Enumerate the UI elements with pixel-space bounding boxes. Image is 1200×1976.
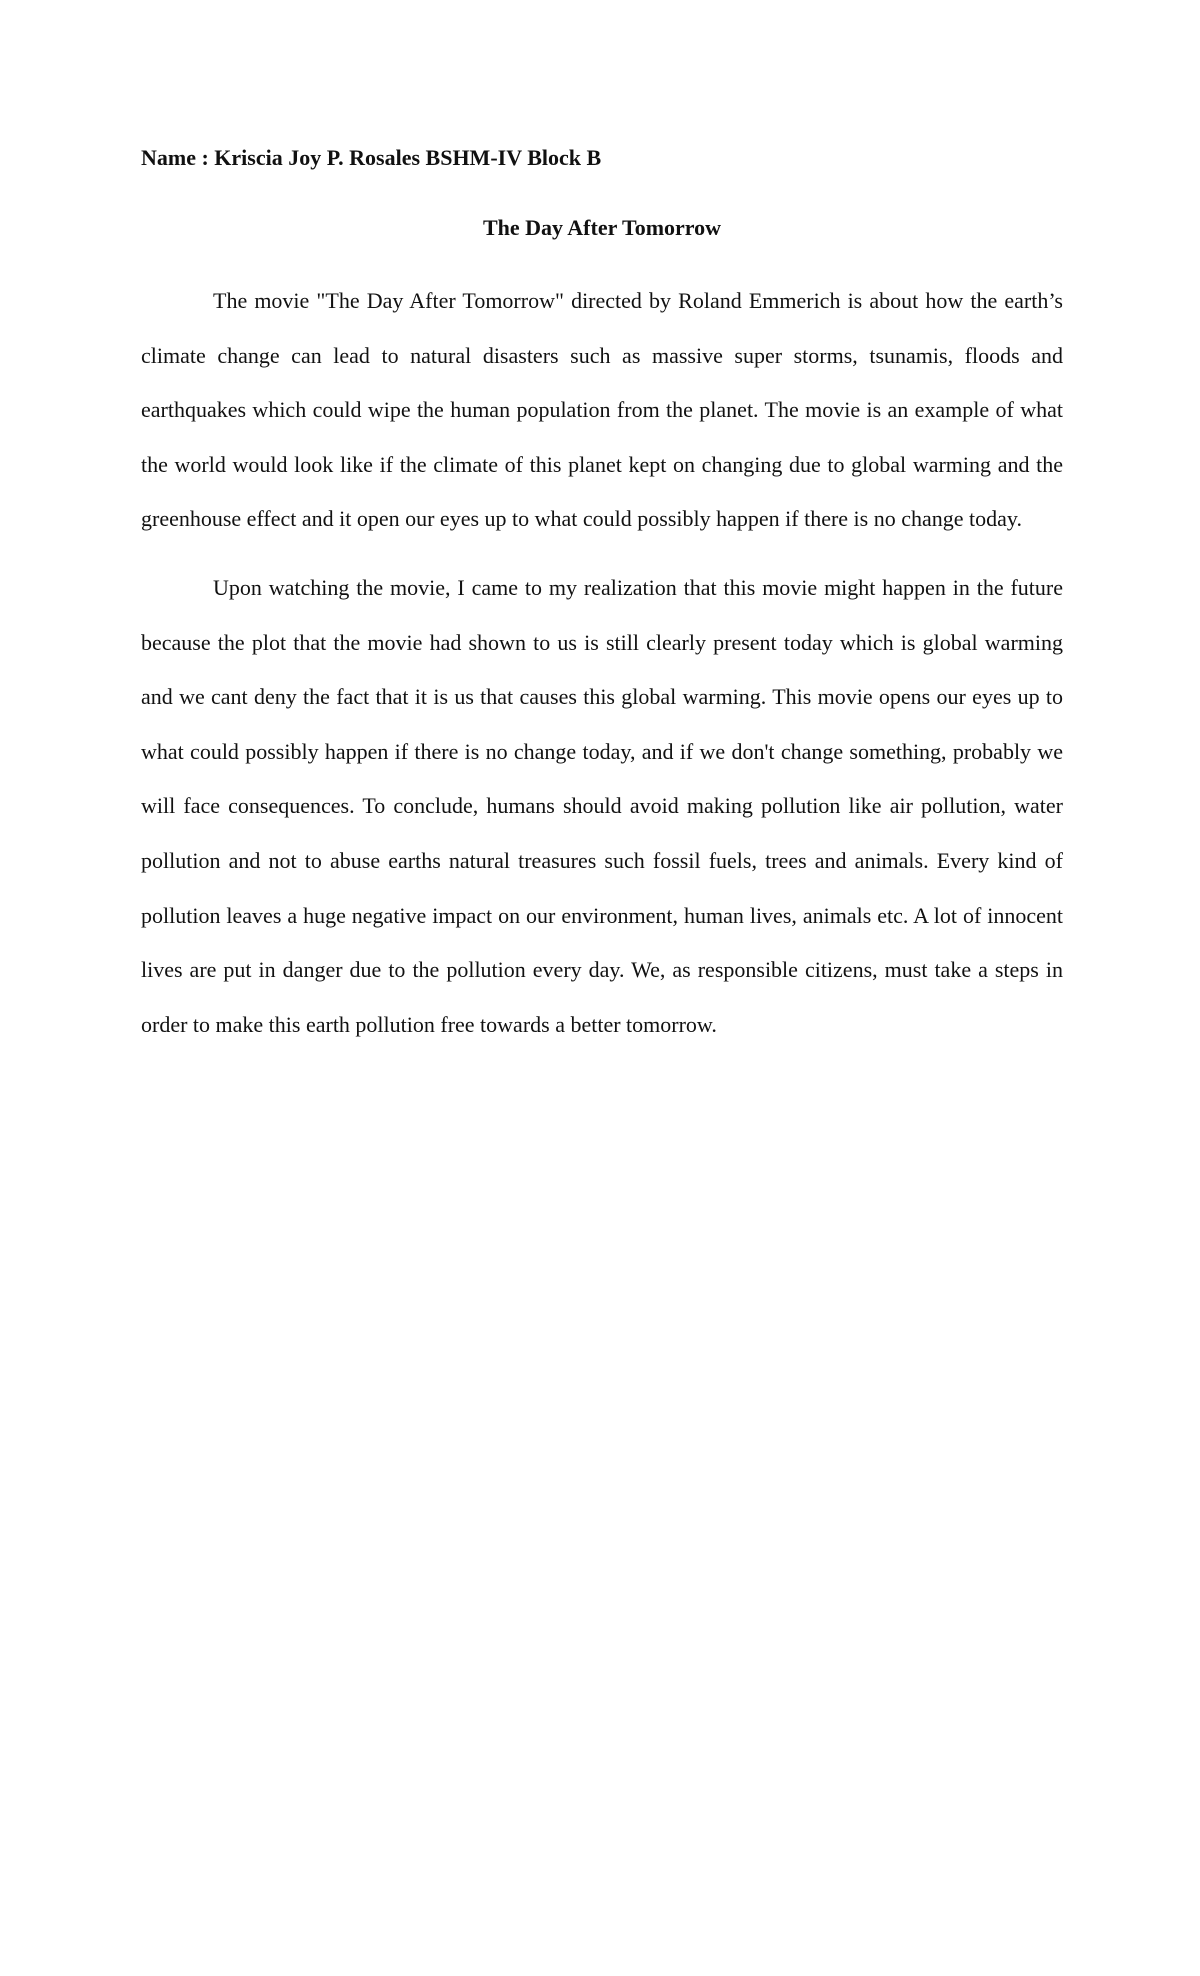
paragraph-1: The movie "The Day After Tomorrow" directed by Roland Emmerich is about how the earth’s climate change can lead to natural disasters such as massive super storms, tsunamis, floods and earthquakes which could wipe the human population from the planet. The movie is an example of what the world would look like if the climate of this planet kept on changing due to global warming and the greenhouse effect and it open our eyes up to what could possibly happen if there is no change today.	[141, 288, 1063, 532]
essay-title: The Day After Tomorrow	[482, 215, 722, 240]
document-body	[141, 138, 1063, 1052]
paragraph-2: Upon watching the movie, I came to my realization that this movie might happen in the future because the plot that the movie had shown to us is still clearly present today which is global warming and we cant deny the fact that it is us that causes this global warming. This movie opens our eyes up to what could possibly happen if there is no change today, and if we don't change something, probably we will face consequences. To conclude, humans should avoid making pollution like air pollution, water pollution and not to abuse earths natural treasures such fossil fuels, trees and animals. Every kind of pollution leaves a huge negative impact on our environment, human lives, animals etc. A lot of innocent lives are put in danger due to the pollution every day. We, as responsible citizens, must take a steps in order to make this earth pollution free towards a better tomorrow.	[141, 574, 1063, 1037]
student-name-line: Name : Kriscia Joy P. Rosales BSHM-IV Block B	[141, 145, 602, 170]
